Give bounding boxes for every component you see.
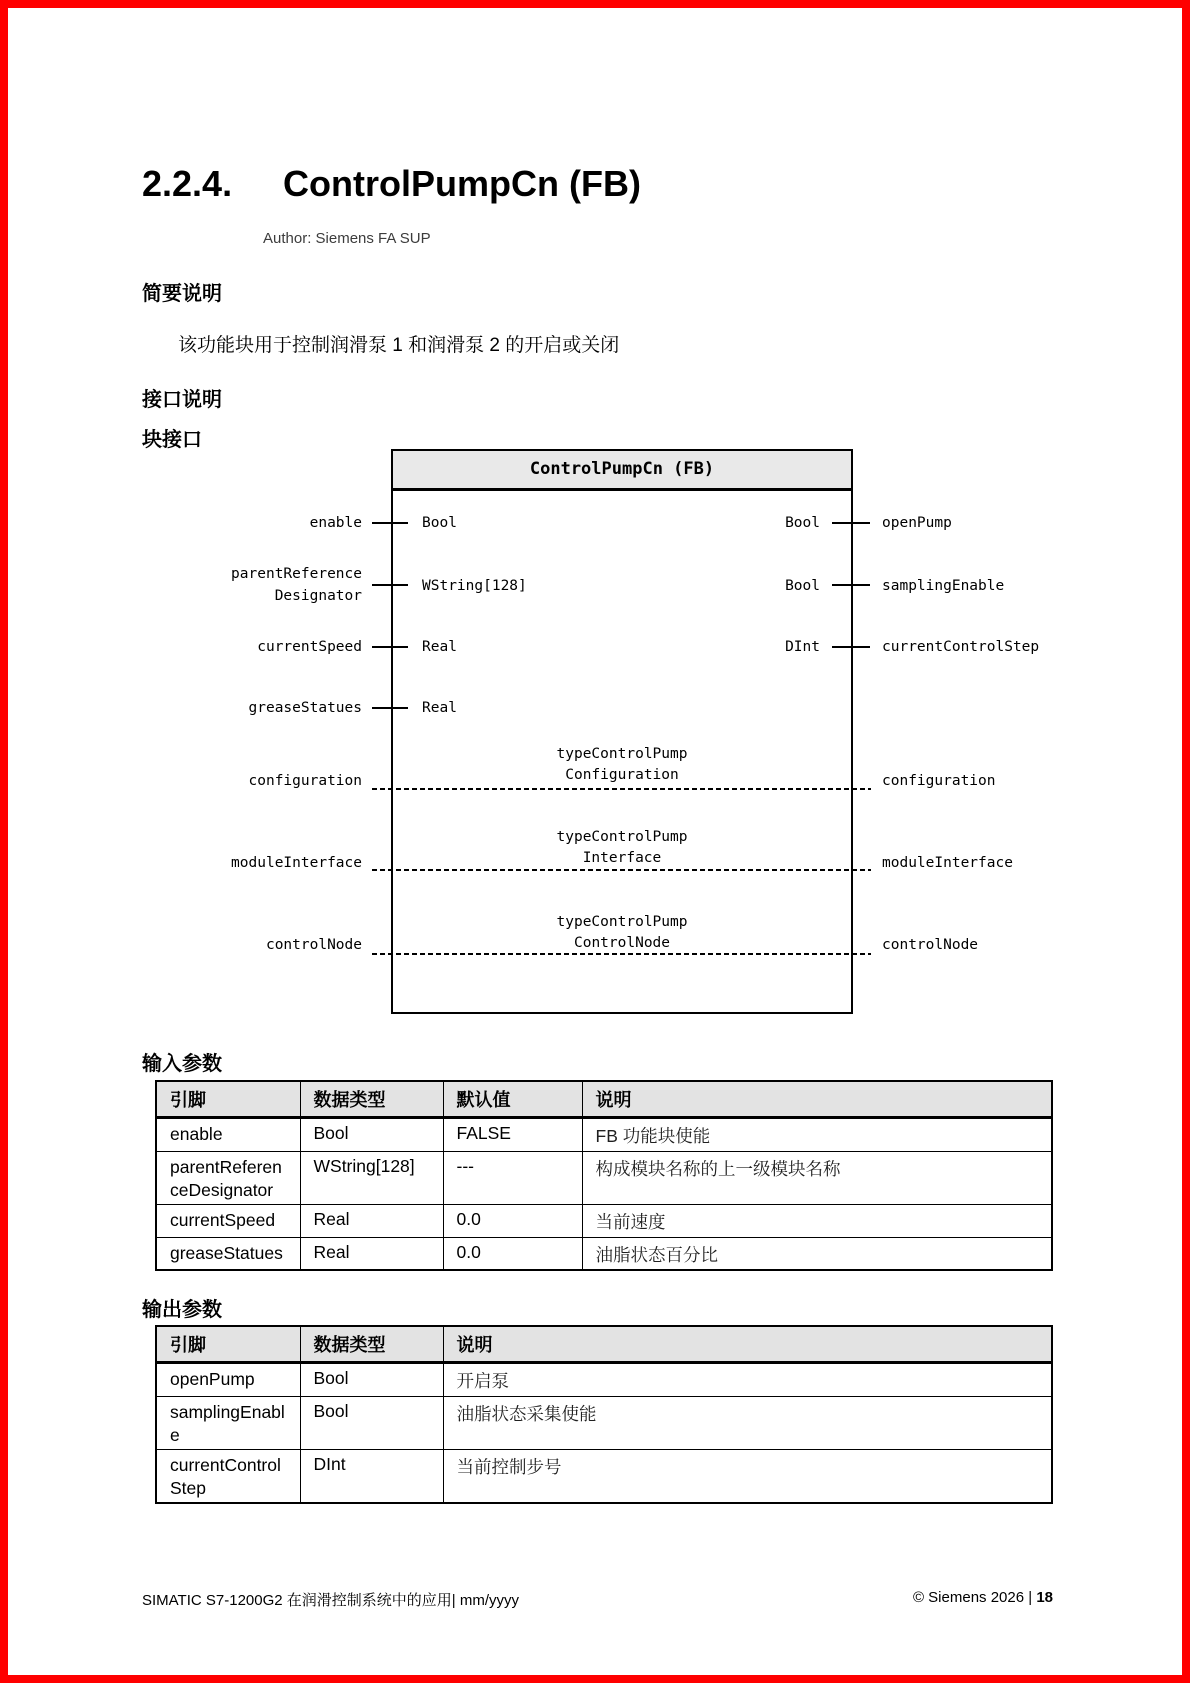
heading-output-params: 输出参数 [142,1299,222,1321]
col-header-pin: 引脚 [156,1326,300,1362]
author-line: Author: Siemens FA SUP [263,230,431,247]
input-pin-type: Real [422,639,457,655]
output-pin-type: DInt [785,639,820,655]
table-row: parentReferenceDesignator WString[128] --- 构成模块名称的上一级模块名称 [156,1151,1052,1204]
output-params-table [155,1325,1053,1504]
pin-connector-line [832,584,870,586]
col-header-pin: 引脚 [156,1081,300,1117]
inout-pin-label-left: controlNode [265,937,362,953]
table-row: samplingEnable Bool 油脂状态采集使能 [156,1396,1052,1449]
table-header-row [156,1326,1052,1362]
table-row: enable Bool FALSE FB 功能块使能 [156,1117,1052,1151]
output-pin-label: currentControlStep [882,639,1040,655]
inout-pin-type: typeControlPump Configuration [556,746,688,783]
col-header-datatype: 数据类型 [300,1081,443,1117]
pin-connector-line [832,646,870,648]
input-pin-type: WString[128] [422,578,527,594]
pin-connector-line [372,646,408,648]
table-row: greaseStatues Real 0.0 油脂状态百分比 [156,1237,1052,1270]
heading-input-params: 输入参数 [142,1053,222,1075]
inout-pin-label-left: moduleInterface [231,855,362,871]
table-header-row [156,1081,1052,1117]
section-number: 2.2.4. [142,163,233,204]
output-pin-type: Bool [785,578,820,594]
input-pin-type: Real [422,700,457,716]
footer-document-title: SIMATIC S7-1200G2 在润滑控制系统中的应用| mm/yyyy [142,1592,520,1609]
output-pin-label: samplingEnable [882,578,1005,594]
heading-interface: 接口说明 [142,389,222,411]
inout-pin-label-right: controlNode [882,937,979,953]
pin-connector-line [372,522,408,524]
function-block-title: ControlPumpCn (FB) [393,451,851,491]
input-pin-label: greaseStatues [248,700,362,716]
table-row: openPump Bool 开启泵 [156,1362,1052,1396]
inout-pin-type: typeControlPump ControlNode [556,914,688,951]
heading-block-interface: 块接口 [142,429,202,451]
pin-connector-line [372,584,408,586]
inout-pin-label-right: moduleInterface [882,855,1013,871]
col-header-default: 默认值 [443,1081,582,1117]
footer-copyright [913,1589,1053,1606]
col-header-desc: 说明 [443,1326,1052,1362]
inout-dashed-line [372,869,871,871]
input-pin-type: Bool [422,515,457,531]
table-row: currentSpeed Real 0.0 当前速度 [156,1204,1052,1237]
footer-copyright-text: © Siemens 2026 | [912,1589,1037,1606]
page-title: ControlPumpCn (FB) [283,163,641,204]
inout-dashed-line [372,953,871,955]
pin-connector-line [372,707,408,709]
input-pin-label: parentReference Designator [231,566,362,604]
output-pin-type: Bool [785,515,820,531]
brief-paragraph: 该功能块用于控制润滑泵 1 和润滑泵 2 的开启或关闭 [178,335,620,356]
inout-pin-label-left: configuration [248,773,362,789]
input-pin-label: currentSpeed [257,639,362,655]
inout-dashed-line [372,788,871,790]
inout-pin-type: typeControlPump Interface [556,829,688,866]
col-header-datatype: 数据类型 [300,1326,443,1362]
footer-page-number: 18 [1036,1589,1053,1606]
heading-brief: 简要说明 [142,283,222,305]
input-pin-label: enable [309,515,362,531]
input-params-table [155,1080,1053,1271]
output-pin-label: openPump [882,515,952,531]
pin-connector-line [832,522,870,524]
table-row: currentControlStep DInt 当前控制步号 [156,1449,1052,1503]
inout-pin-label-right: configuration [882,773,996,789]
col-header-desc: 说明 [582,1081,1052,1117]
